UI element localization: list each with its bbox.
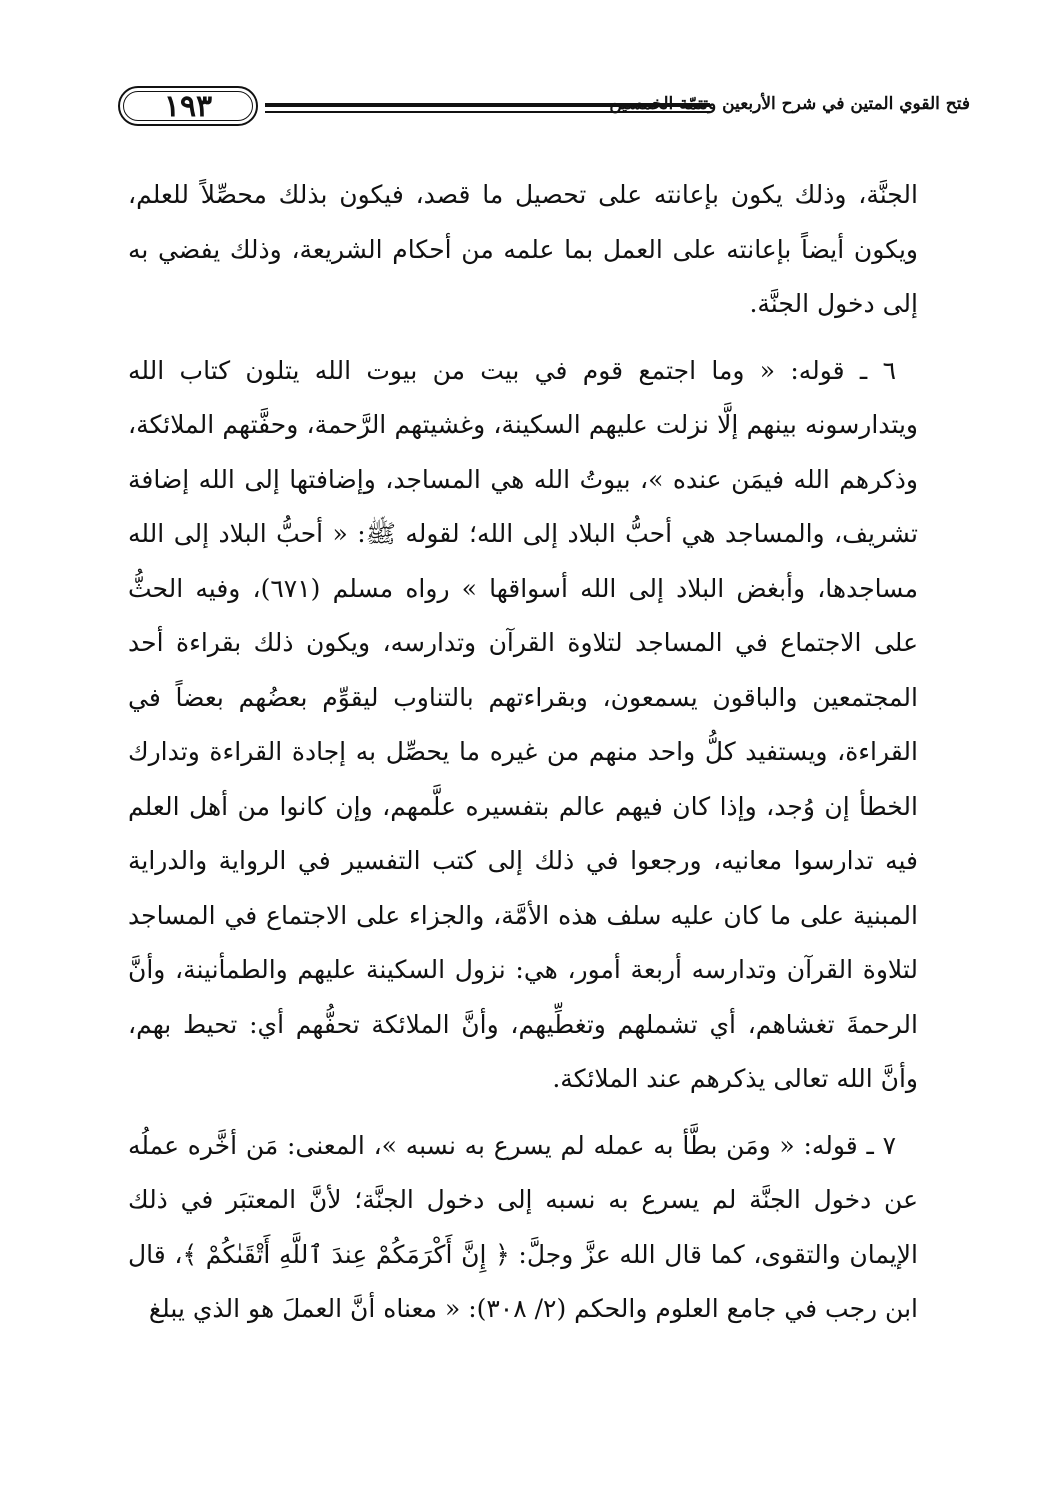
- paragraph-item-7: ٧ ـ قوله: « ومَن بطَّأ به عمله لم يسرع به نسبه »، المعنى: مَن أخَّره عملُه عن دخول الجنَّة لم يسرع به نسبه إلى دخول الجنَّة؛ لأنَّ المعتبَر في ذلك الإيمان والتقوى، كما قال الله عزَّ وجلَّ: ﴿ إِنَّ أَكْرَمَكُمْ عِندَ ٱللَّهِ أَتْقَىٰكُمْ ﴾، قال ابن رجب في جامع العلوم والحكم (٢/ ٣٠٨): « معناه أنَّ العملَ هو الذي يبلغ: [128, 1130, 918, 1323]
- running-header: [110, 80, 970, 136]
- header-rule: [265, 103, 710, 113]
- page-body: [128, 168, 918, 1337]
- paragraph-item-6: ٦ ـ قوله: « وما اجتمع قوم في بيت من بيوت الله يتلون كتاب الله ويتدارسونه بينهم إلَّا نزلت عليهم السكينة، وغشيتهم الرَّحمة، وحفَّتهم الملائكة، وذكرهم الله فيمَن عنده »، بيوتُ الله هي المساجد، وإضافتها إلى الله إضافة تشريف، والمساجد هي أحبُّ البلاد إلى الله؛ لقوله ﷺ: « أحبُّ البلاد إلى الله مساجدها، وأبغض البلاد إلى الله أسواقها » رواه مسلم (٦٧١)، وفيه الحثُّ على الاجتماع في المساجد لتلاوة القرآن وتدارسه، ويكون ذلك بقراءة أحد المجتمعين والباقون يسمعون، وبقراءتهم بالتناوب ليقوِّم بعضُهم بعضاً في القراءة، ويستفيد كلُّ واحد منهم من غيره ما يحصِّل به إجادة القراءة وتدارك الخطأ إن وُجد، وإذا كان فيهم عالم بتفسيره علَّمهم، وإن كانوا من أهل العلم فيه تدارسوا معانيه، ورجعوا في ذلك إلى كتب التفسير في الرواية والدراية المبنية على ما كان عليه سلف هذه الأمَّة، والجزاء على الاجتماع في المساجد لتلاوة القرآن وتدارسه أربعة أمور، هي: نزول السكينة عليهم والطمأنينة، وأنَّ الرحمةَ تغشاهم، أي تشملهم وتغطِّيهم، وأنَّ الملائكة تحفُّهم أي: تحيط بهم، وأنَّ الله تعالى يذكرهم عند الملائكة.: [128, 355, 918, 1093]
- page-number-frame: [118, 86, 258, 126]
- paragraph-continuation: الجنَّة، وذلك يكون بإعانته على تحصيل ما قصد، فيكون بذلك محصِّلاً للعلم، ويكون أيضاً بإعانته على العمل بما علمه من أحكام الشريعة، وذلك يفضي به إلى دخول الجنَّة.: [128, 180, 918, 318]
- page-number: ١٩٣: [163, 88, 213, 124]
- book-title: فتح القوي المتين في شرح الأربعين وتتمّة الخمسين: [609, 94, 970, 114]
